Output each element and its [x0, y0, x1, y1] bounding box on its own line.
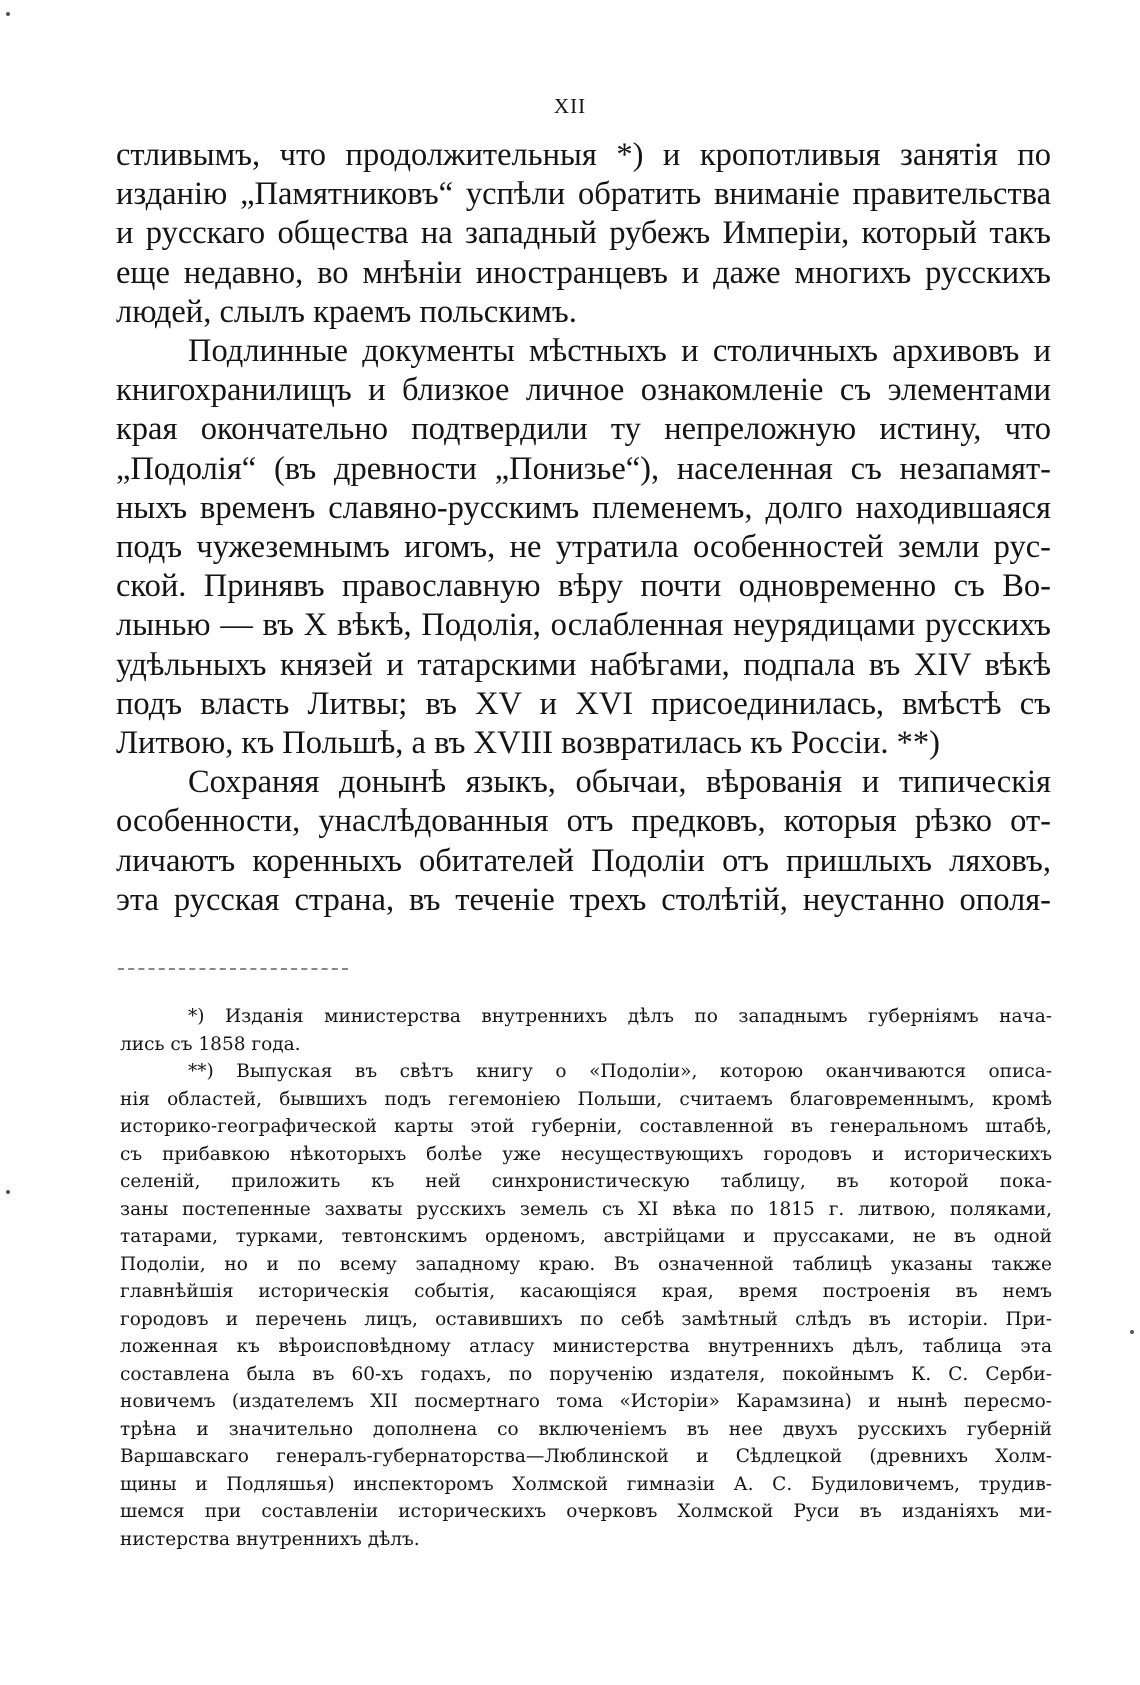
footnotes: [120, 1003, 1052, 1553]
text-line: края окончательно подтвердили ту непреложную истину, что: [116, 411, 1051, 448]
footnote-line: трѣна и значительно дополнена со включеніемъ въ нее двухъ русскихъ губерній: [120, 1418, 1052, 1440]
text-line: ныхъ временъ славяно-русскимъ племенемъ, долго находившаяся: [116, 489, 1051, 526]
paragraph-1: [116, 136, 1051, 332]
text-line: Литвою, къ Польшѣ, а въ XVIII возвратилась къ Россіи. **): [116, 725, 940, 762]
footnote-line: съ прибавкою нѣкоторыхъ болѣе уже несуществующихъ городовъ и историческихъ: [120, 1143, 1052, 1165]
margin-speck: [6, 1190, 10, 1194]
text-line: удѣльныхъ князей и татарскими набѣгами, подпала въ XIV вѣкѣ: [116, 646, 1051, 683]
footnote-line: историко-географической карты этой губерніи, составленной въ генеральномъ штабѣ,: [120, 1116, 1052, 1137]
footnote-line: нія областей, бывшихъ подъ гегемоніею Польши, считаемъ благовременнымъ, кромѣ: [120, 1088, 1052, 1110]
footnote-line: **) Выпуская въ свѣтъ книгу о «Подоліи», которою оканчиваются описа-: [188, 1061, 1052, 1082]
text-line: подъ власть Литвы; въ XV и XVI присоединилась, вмѣстѣ съ: [116, 685, 1051, 722]
main-text: [116, 136, 1051, 920]
text-line: подъ чужеземнымъ игомъ, не утратила особенностей земли рус-: [116, 529, 1051, 566]
footnote-line: шемся при составленіи историческихъ очерковъ Холмской Руси въ изданіяхъ ми-: [120, 1501, 1052, 1522]
text-line: личаютъ коренныхъ обитателей Подоліи отъ пришлыхъ ляховъ,: [116, 842, 1051, 879]
footnote-line: татарами, турками, тевтонскимъ орденомъ, австрійцами и пруссаками, не въ одной: [120, 1226, 1052, 1247]
footnote-line: щины и Подляшья) инспекторомъ Холмской гимназіи А. С. Будиловичемъ, трудив-: [120, 1473, 1052, 1495]
margin-speck: [1130, 1330, 1134, 1334]
paragraph-3: [116, 763, 1051, 920]
footnote-line: заны постепенные захваты русскихъ земель съ XI вѣка по 1815 г. литвою, поляками,: [120, 1198, 1052, 1220]
text-line: Подлинные документы мѣстныхъ и столичныхъ архивовъ и: [188, 333, 1051, 370]
text-line: „Подолія“ (въ древности „Понизье“), населенная съ незапамят-: [116, 450, 1051, 487]
text-line: Сохраняя донынѣ языкъ, обычаи, вѣрованія и типическія: [188, 764, 1051, 801]
text-line: еще недавно, во мнѣніи иностранцевъ и даже многихъ русскихъ: [116, 254, 1051, 291]
footnote-line: лись съ 1858 года.: [120, 1033, 301, 1055]
footnote-line: составлена была въ 60-хъ годахъ, по порученію издателя, покойнымъ К. С. Серби-: [120, 1363, 1052, 1385]
text-line: эта русская страна, въ теченіе трехъ столѣтій, неустанно ополя-: [116, 881, 1051, 918]
margin-speck: [6, 12, 10, 16]
paragraph-2: [116, 332, 1051, 763]
text-line: особенности, унаслѣдованныя отъ предковъ, которыя рѣзко от-: [116, 803, 1051, 840]
footnote-line: *) Изданія министерства внутреннихъ дѣлъ по западнымъ губерніямъ нача-: [188, 1006, 1052, 1027]
footnote-line: ложенная къ вѣроисповѣдному атласу министерства внутреннихъ дѣлъ, таблица эта: [120, 1336, 1052, 1357]
footnote-line: городовъ и перечень лицъ, оставившихъ по себѣ замѣтный слѣдъ въ исторіи. При-: [120, 1308, 1052, 1330]
text-line: людей, слылъ краемъ польскимъ.: [116, 293, 577, 330]
footnote-line: новичемъ (издателемъ XII посмертнаго тома «Исторіи» Карамзина) и нынѣ пересмо-: [120, 1391, 1052, 1412]
footnote-line: нистерства внутреннихъ дѣлъ.: [120, 1528, 420, 1550]
footnote-line: селеній, приложить къ ней синхронистическую таблицу, въ которой пока-: [120, 1171, 1052, 1192]
footnote-line: Варшавскаго генералъ-губернаторства—Люблинской и Сѣдлецкой (древнихъ Холм-: [120, 1446, 1052, 1467]
text-line: лынью — въ X вѣкѣ, Подолія, ослабленная неурядицами русскихъ: [116, 607, 1051, 644]
text-line: стливымъ, что продолжительныя *) и кропотливыя занятія по: [116, 137, 1051, 173]
text-line: книгохранилищъ и близкое личное ознакомленіе съ элементами: [116, 372, 1051, 409]
text-line: ской. Принявъ православную вѣру почти одновременно съ Во-: [116, 568, 1051, 605]
text-line: и русскаго общества на западный рубежъ Имперіи, который такъ: [116, 215, 1051, 252]
footnote-line: Подоліи, но и по всему западному краю. Въ означенной таблицѣ указаны также: [120, 1253, 1052, 1275]
text-line: изданію „Памятниковъ“ успѣли обратить вниманіе правительства: [116, 176, 1051, 213]
footnote-separator: [118, 968, 348, 970]
footnote-line: главнѣйшія историческія событія, касающіяся края, время построенія въ немъ: [120, 1281, 1052, 1302]
page-number: XII: [553, 94, 587, 118]
